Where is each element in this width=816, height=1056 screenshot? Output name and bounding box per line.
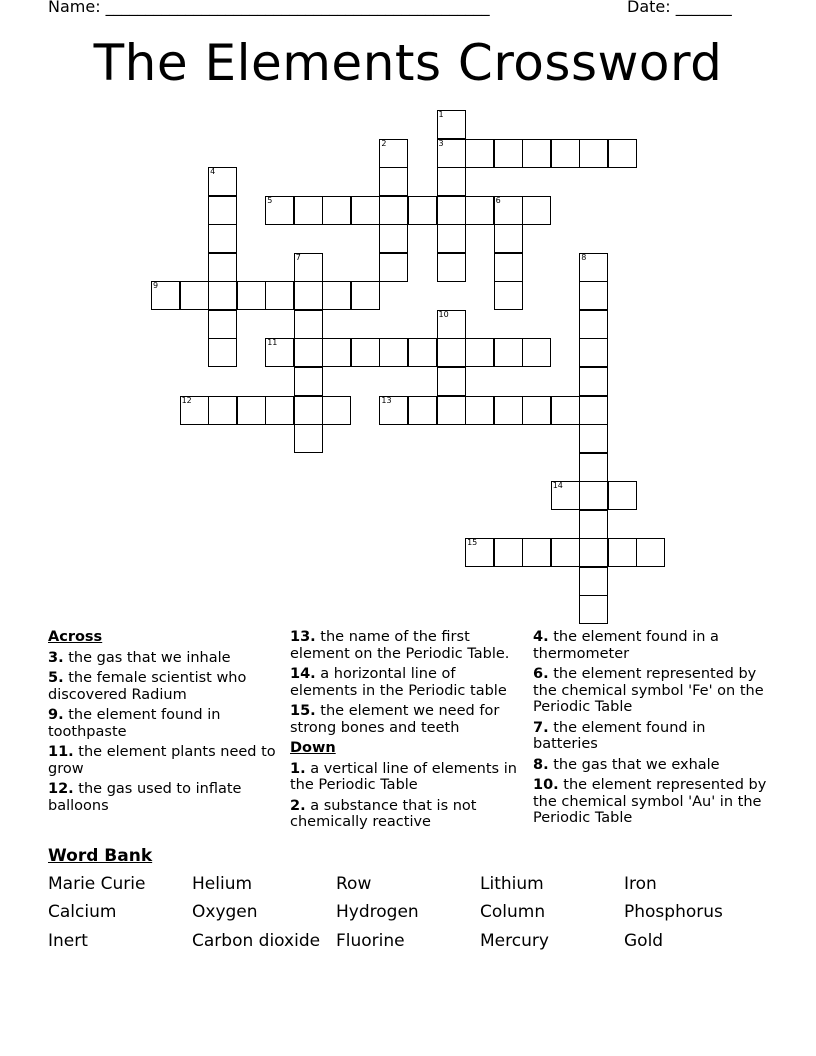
clue-down-1: 1. a vertical line of elements in the Periodic Table (290, 760, 517, 793)
crossword-cell[interactable] (494, 538, 523, 567)
clue-down-6: 6. the element represented by the chemical symbol 'Fe' on the Periodic Table (533, 666, 764, 715)
crossword-cell[interactable] (437, 367, 466, 396)
crossword-cell[interactable] (294, 196, 323, 225)
crossword-cell[interactable] (408, 338, 437, 367)
crossword-cell[interactable] (379, 338, 408, 367)
crossword-cell[interactable] (237, 396, 266, 425)
crossword-cell[interactable] (208, 224, 237, 253)
crossword-cell[interactable] (379, 396, 408, 425)
crossword-cell[interactable] (208, 396, 237, 425)
clue-across-11: 11. the element plants need to grow (48, 744, 276, 777)
clues-column-3 (533, 629, 769, 831)
word-bank-heading: Word Bank (48, 846, 153, 866)
crossword-cell[interactable] (379, 253, 408, 282)
crossword-cell[interactable] (494, 196, 523, 225)
crossword-cell[interactable] (208, 338, 237, 367)
cell-number: 9 (153, 281, 159, 291)
crossword-cell[interactable] (351, 338, 380, 367)
crossword-cell[interactable] (465, 396, 494, 425)
word-bank-item: Calcium (48, 902, 117, 922)
cell-number: 7 (295, 252, 301, 262)
crossword-cell[interactable] (437, 110, 466, 139)
clues-column-2 (290, 629, 526, 835)
cell-number: 15 (467, 538, 478, 548)
crossword-cell[interactable] (208, 310, 237, 339)
word-bank-item: Column (480, 902, 546, 922)
crossword-cell[interactable] (265, 281, 294, 310)
word-bank-item: Iron (624, 874, 657, 894)
crossword-cell[interactable] (494, 338, 523, 367)
clue-across-5: 5. the female scientist who discovered Radium (48, 670, 247, 703)
crossword-cell[interactable] (579, 310, 608, 339)
crossword-cell[interactable] (608, 139, 637, 168)
crossword-cell[interactable] (208, 253, 237, 282)
crossword-cell[interactable] (208, 281, 237, 310)
cell-number: 1 (438, 110, 444, 119)
clue-across-13: 13. the name of the first element on the Periodic Table. (290, 629, 510, 662)
word-bank-item: Lithium (480, 874, 544, 894)
crossword-cell[interactable] (379, 224, 408, 253)
clue-across-14: 14. a horizontal line of elements in the Periodic table (290, 666, 507, 699)
crossword-cell[interactable] (294, 367, 323, 396)
crossword-cell[interactable] (151, 281, 180, 310)
crossword-cell[interactable] (465, 196, 494, 225)
crossword-cell[interactable] (579, 396, 608, 425)
crossword-cell[interactable] (294, 396, 323, 425)
date-field-label: Date: _______ (627, 0, 732, 16)
crossword-cell[interactable] (579, 253, 608, 282)
crossword-cell[interactable] (294, 253, 323, 282)
word-bank-item: Oxygen (192, 902, 258, 922)
crossword-cell[interactable] (322, 196, 351, 225)
crossword-cell[interactable] (294, 338, 323, 367)
crossword-cell[interactable] (608, 481, 637, 510)
clue-down-4: 4. the element found in a thermometer (533, 629, 719, 662)
crossword-cell[interactable] (437, 253, 466, 282)
page-title: The Elements Crossword (93, 34, 723, 92)
crossword-cell[interactable] (437, 338, 466, 367)
crossword-cell[interactable] (408, 196, 437, 225)
crossword-cell[interactable] (180, 396, 209, 425)
cell-number: 8 (581, 252, 587, 262)
crossword-cell[interactable] (437, 139, 466, 168)
crossword-cell[interactable] (437, 310, 466, 339)
word-bank-item: Inert (48, 931, 88, 951)
crossword-cell[interactable] (551, 396, 580, 425)
down-heading: Down (290, 740, 336, 756)
crossword-cell[interactable] (522, 338, 551, 367)
crossword-cell[interactable] (579, 510, 608, 539)
crossword-cell[interactable] (408, 396, 437, 425)
crossword-cell[interactable] (579, 595, 608, 624)
crossword-cell[interactable] (579, 424, 608, 453)
crossword-cell[interactable] (579, 567, 608, 596)
crossword-cell[interactable] (351, 196, 380, 225)
crossword-cell[interactable] (579, 367, 608, 396)
crossword-cell[interactable] (379, 196, 408, 225)
crossword-cell[interactable] (579, 481, 608, 510)
crossword-cell[interactable] (180, 281, 209, 310)
clue-across-12: 12. the gas used to inflate balloons (48, 781, 242, 814)
crossword-cell[interactable] (465, 139, 494, 168)
clue-down-8: 8. the gas that we exhale (533, 756, 720, 773)
crossword-cell[interactable] (208, 196, 237, 225)
across-heading: Across (48, 629, 103, 645)
crossword-cell[interactable] (522, 196, 551, 225)
crossword-cell[interactable] (494, 253, 523, 282)
crossword-cell[interactable] (579, 538, 608, 567)
crossword-cell[interactable] (579, 281, 608, 310)
crossword-cell[interactable] (579, 338, 608, 367)
cell-number: 6 (495, 195, 501, 205)
cell-number: 10 (438, 309, 449, 319)
word-bank-item: Carbon dioxide (192, 931, 321, 951)
clue-down-7: 7. the element found in batteries (533, 719, 706, 752)
crossword-cell[interactable] (437, 167, 466, 196)
cell-number: 2 (381, 138, 387, 148)
clue-across-9: 9. the element found in toothpaste (48, 707, 221, 740)
crossword-cell[interactable] (608, 538, 637, 567)
crossword-cell[interactable] (294, 424, 323, 453)
crossword-cell[interactable] (494, 139, 523, 168)
crossword-cell[interactable] (322, 338, 351, 367)
cell-number: 13 (381, 395, 392, 405)
crossword-cell[interactable] (322, 281, 351, 310)
word-bank-item: Gold (624, 931, 664, 951)
crossword-cell[interactable] (265, 396, 294, 425)
clues-column-1 (48, 629, 284, 818)
crossword-cell[interactable] (465, 538, 494, 567)
crossword-cell[interactable] (265, 196, 294, 225)
crossword-cell[interactable] (322, 396, 351, 425)
crossword-cell[interactable] (551, 538, 580, 567)
cell-number: 12 (181, 395, 192, 405)
crossword-cell[interactable] (437, 396, 466, 425)
crossword-cell[interactable] (437, 224, 466, 253)
crossword-cell[interactable] (379, 167, 408, 196)
word-bank-item: Marie Curie (48, 874, 146, 894)
crossword-cell[interactable] (522, 538, 551, 567)
crossword-cell[interactable] (437, 196, 466, 225)
crossword-cell[interactable] (265, 338, 294, 367)
word-bank-item: Hydrogen (336, 902, 419, 922)
name-field-label: Name: ________________________________________________ (48, 0, 490, 16)
word-bank-item: Helium (192, 874, 253, 894)
crossword-cell[interactable] (465, 338, 494, 367)
crossword-cell[interactable] (294, 310, 323, 339)
crossword-cell[interactable] (294, 281, 323, 310)
cell-number: 11 (267, 338, 278, 348)
crossword-cell[interactable] (351, 281, 380, 310)
cell-number: 14 (552, 481, 563, 491)
cell-number: 3 (438, 138, 444, 148)
word-bank-item: Row (336, 874, 372, 894)
crossword-cell[interactable] (522, 396, 551, 425)
crossword-cell[interactable] (494, 224, 523, 253)
word-bank (48, 874, 768, 964)
word-bank-item: Mercury (480, 931, 549, 951)
cell-number: 4 (210, 167, 216, 177)
crossword-cell[interactable] (494, 281, 523, 310)
crossword-cell[interactable] (551, 481, 580, 510)
cell-number: 5 (267, 195, 273, 205)
crossword-cell[interactable] (636, 538, 665, 567)
clue-down-2: 2. a substance that is not chemically reactive (290, 797, 477, 830)
crossword-cell[interactable] (579, 453, 608, 482)
crossword-cell[interactable] (551, 139, 580, 168)
crossword-cell[interactable] (579, 139, 608, 168)
word-bank-item: Phosphorus (624, 902, 723, 922)
crossword-cell[interactable] (208, 167, 237, 196)
crossword-cell[interactable] (494, 396, 523, 425)
crossword-cell[interactable] (379, 139, 408, 168)
word-bank-item: Fluorine (336, 931, 405, 951)
clue-across-3: 3. the gas that we inhale (48, 649, 231, 666)
crossword-cell[interactable] (522, 139, 551, 168)
clue-across-15: 15. the element we need for strong bones and teeth (290, 703, 500, 736)
clue-down-10: 10. the element represented by the chemical symbol 'Au' in the Periodic Table (533, 777, 767, 826)
crossword-cell[interactable] (237, 281, 266, 310)
